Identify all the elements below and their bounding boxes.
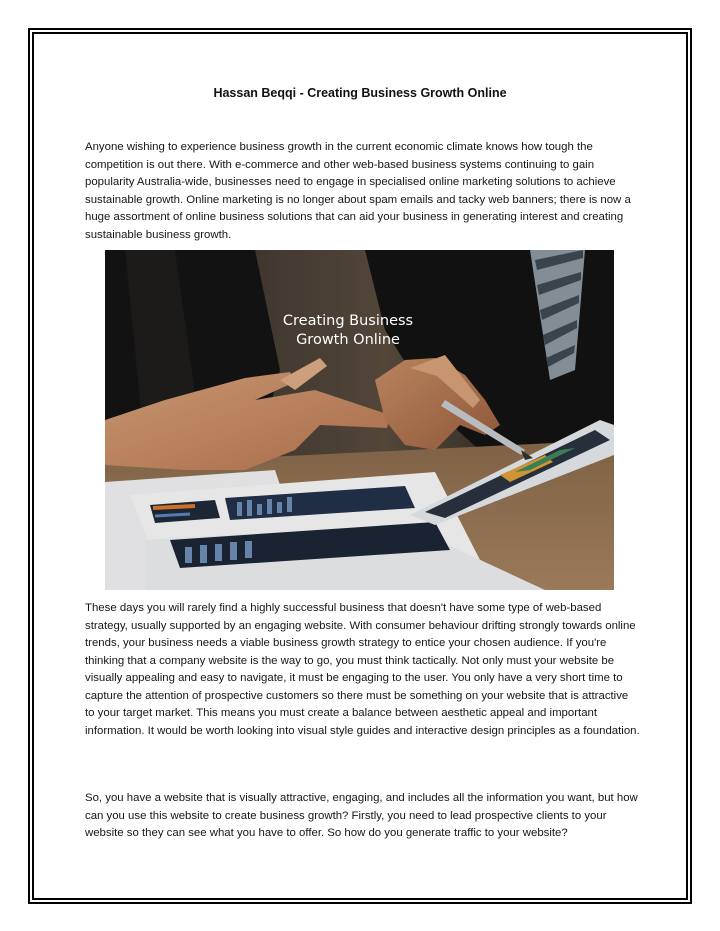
paragraph-traffic: So, you have a website that is visually attractive, engaging, and includes all the information you want, but how can you use this website to create business growth? Firstly, you need to lead prospective clients to your website so they can see what you have to offer. So how do you generate traffic to your website? [85,792,638,839]
business-growth-photo [105,250,614,590]
paragraph-intro: Anyone wishing to experience business growth in the current economic climate knows how tough the competition is out there. With e-commerce and other web-based business systems continuing to gain popularity Australia-wide, businesses need to engage in specialised online marketing solutions to achieve sustainable growth. Online marketing is no longer about spam emails and tacky web banners; there is now a huge assortment of online business solutions that can aid your business in generating interest and creating sustainable business growth. [85,141,631,241]
document-title: Hassan Beqqi - Creating Business Growth Online [213,86,507,100]
paragraph-web-strategy: These days you will rarely find a highly successful business that doesn't have some type of web-based strategy, usually supported by an engaging website. With consumer behaviour drifting strongly towards online trends, your business needs a viable business growth strategy to entice your chosen audience. If you're thinking that a company website is the way to go, you must think tactically. Not only must your website be visually appealing and easy to navigate, it must be engaging to the user. You only have a very short time to capture the attention of prospective customers so there must be something on your website that is attractive to your target market. This means you must create a balance between aesthetic appeal and important information. It would be worth looking into visual style guides and interactive design principles as a foundation. [85,602,640,737]
overlay-line-1: Creating Business [282,313,414,329]
overlay-line-2: Growth Online [296,332,400,348]
image-overlay-caption [255,312,441,350]
